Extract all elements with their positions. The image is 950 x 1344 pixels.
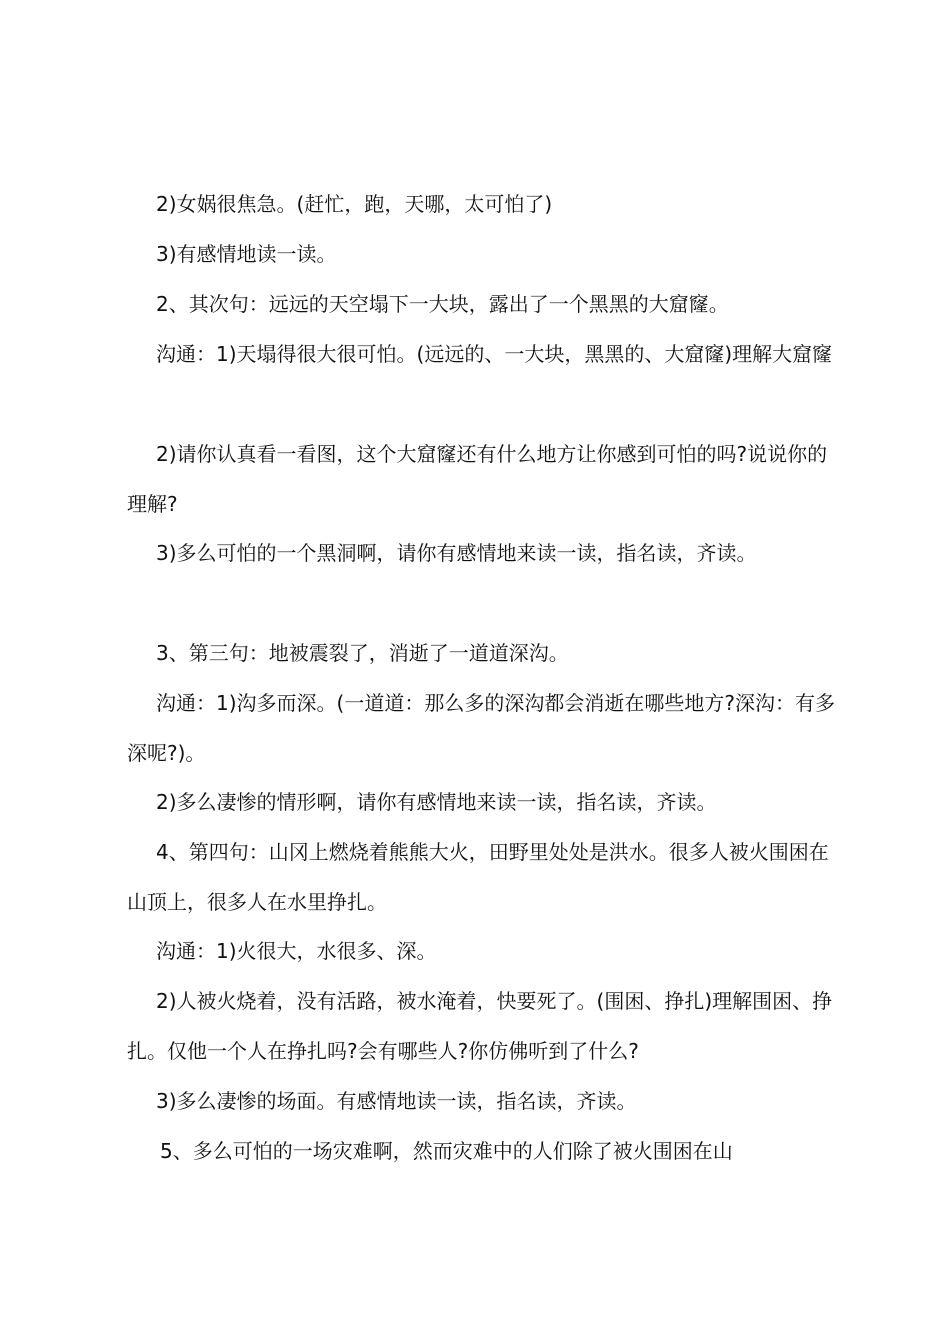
paragraph: 3)多么可怕的一个黑洞啊，请你有感情地来读一读，指名读，齐读。 xyxy=(156,541,757,565)
paragraph: 3)有感情地读一读。 xyxy=(156,242,337,266)
paragraph: 2、其次句：远远的天空塌下一大块，露出了一个黑黑的大窟窿。 xyxy=(156,292,729,316)
paragraph: 沟通：1)火很大，水很多、深。 xyxy=(156,939,437,963)
paragraph: 沟通：1)沟多而深。(一道道：那么多的深沟都会消逝在哪些地方?深沟：有多深呢?)。 xyxy=(127,691,835,765)
paragraph: 2)多么凄惨的情形啊，请你有感情地来读一读，指名读，齐读。 xyxy=(156,790,717,814)
paragraph: 4、第四句：山冈上燃烧着熊熊大火，田野里处处是洪水。很多人被火围困在山顶上，很多人在水里挣扎。 xyxy=(127,840,829,914)
paragraph: 3、第三句：地被震裂了，消逝了一道道深沟。 xyxy=(156,641,569,665)
paragraph: 2)人被火烧着，没有活路，被水淹着，快要死了。(围困、挣扎)理解围困、挣扎。仅他一个人在挣扎吗?会有哪些人?你仿佛听到了什么? xyxy=(127,989,833,1063)
paragraph: 2)女娲很焦急。(赶忙，跑，天哪，太可怕了) xyxy=(156,192,553,216)
paragraph: 5、多么可怕的一场灾难啊，然而灾难中的人们除了被火围困在山 xyxy=(160,1139,733,1163)
paragraph: 3)多么凄惨的场面。有感情地读一读，指名读，齐读。 xyxy=(156,1089,637,1113)
paragraph: 2)请你认真看一看图，这个大窟窿还有什么地方让你感到可怕的吗?说说你的理解? xyxy=(127,442,828,516)
paragraph: 沟通：1)天塌得很大很可怕。(远远的、一大块，黑黑的、大窟窿)理解大窟窿 xyxy=(156,342,833,366)
